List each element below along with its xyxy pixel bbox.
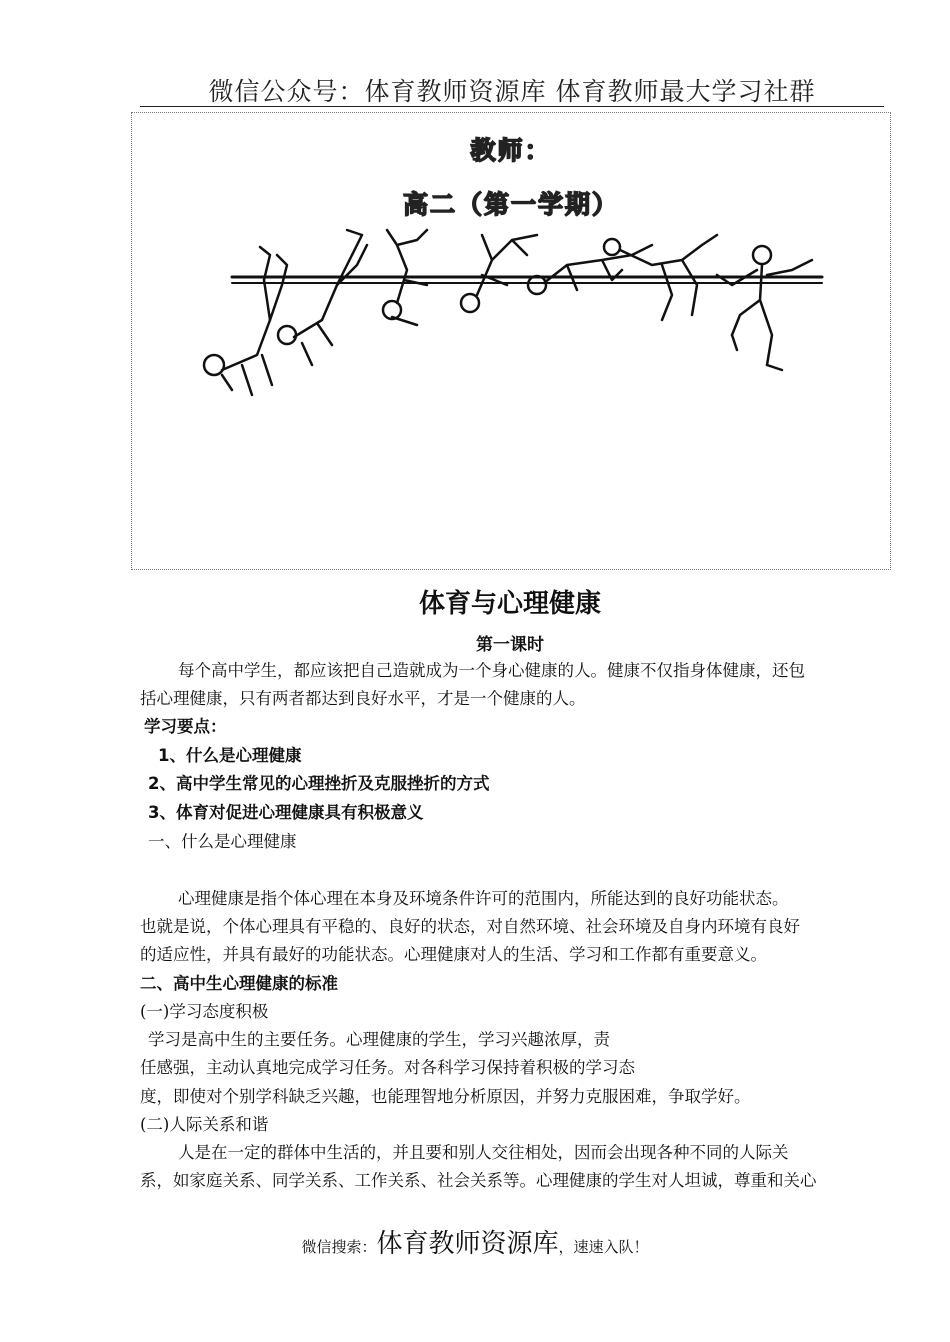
page-title: 体育与心理健康: [418, 589, 601, 619]
footer-suffix: ，速速入队！: [558, 1238, 649, 1256]
intro-line-1: 每个高中学生，都应该把自己造就成为一个身心健康的人。健康不仅指身体健康，还包: [178, 661, 805, 680]
section1-line: 的适应性，并具有最好的功能状态。心理健康对人的生活、学习和工作都有重要意义。: [140, 945, 767, 964]
high-jump-illustration: [192, 225, 842, 525]
cover-box: [131, 112, 891, 570]
footer-name: 体育教师资源库: [376, 1229, 559, 1259]
intro-line-2: 括心理健康，只有两者都达到良好水平，才是一个健康的人。: [140, 689, 586, 708]
section2-heading: 二、高中生心理健康的标准: [140, 974, 338, 993]
section2-sub2-line: 系，如家庭关系、同学关系、工作关系、社会关系等。心理健康的学生对人坦诚，尊重和关心: [140, 1171, 817, 1190]
header-rule: [140, 106, 884, 107]
section2-sub1-line: 度，即使对个别学科缺乏兴趣，也能理智地分析原因，并努力克服困难，争取学好。: [140, 1087, 751, 1106]
section2-sub2-heading: (二)人际关系和谐: [140, 1115, 269, 1134]
cover-teacher-label: 教师：: [470, 136, 552, 165]
key-point-item: 2、高中学生常见的心理挫折及克服挫折的方式: [148, 774, 490, 793]
section1-line: 心理健康是指个体心理在本身及环境条件许可的范围内，所能达到的良好功能状态。: [178, 889, 789, 908]
footer: [0, 1223, 950, 1260]
cover-term-label: 高二（第一学期）: [402, 190, 619, 219]
section2-sub1-line: 学习是高中生的主要任务。心理健康的学生，学习兴趣浓厚，责: [148, 1030, 610, 1049]
key-point-item: 1、什么是心理健康: [158, 746, 302, 765]
footer-prefix: 微信搜索：: [301, 1238, 377, 1256]
section1-line: 也就是说，个体心理具有平稳的、良好的状态，对自然环境、社会环境及自身内环境有良好: [140, 917, 800, 936]
lesson-subtitle: 第一课时: [476, 635, 544, 655]
section2-sub1-heading: (一)学习态度积极: [140, 1002, 269, 1021]
section2-sub2-line: 人是在一定的群体中生活的，并且要和别人交往相处，因而会出现各种不同的人际关: [178, 1143, 789, 1162]
section1-heading: 一、什么是心理健康: [148, 832, 297, 851]
key-points-heading: 学习要点：: [144, 717, 227, 736]
key-point-item: 3、体育对促进心理健康具有积极意义: [148, 803, 424, 822]
header-text: 微信公众号：体育教师资源库 体育教师最大学习社群: [208, 77, 816, 106]
section2-sub1-line: 任感强，主动认真地完成学习任务。对各科学习保持着积极的学习态: [140, 1058, 635, 1077]
